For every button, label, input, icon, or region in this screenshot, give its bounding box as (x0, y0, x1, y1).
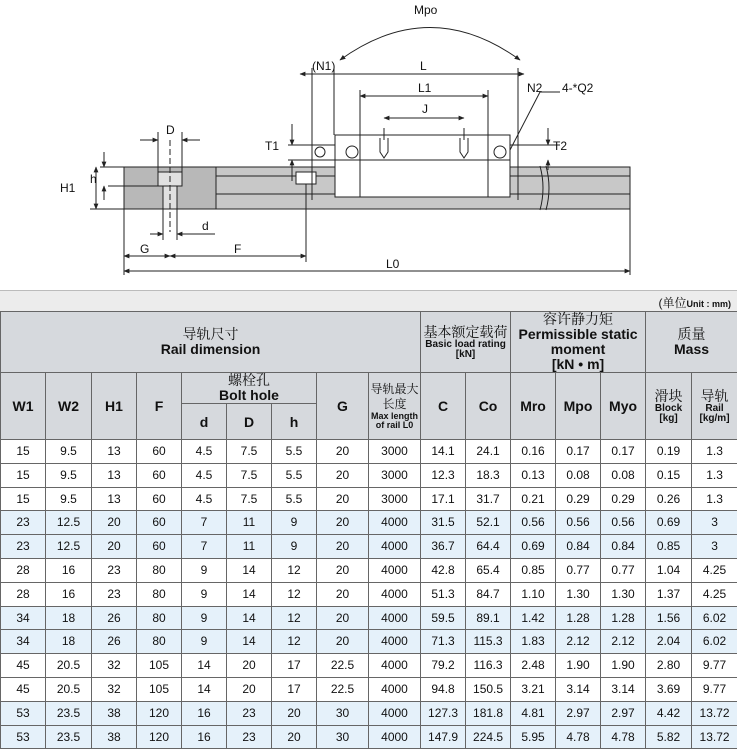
table-cell: 38 (92, 701, 137, 725)
table-cell: 64.4 (466, 535, 511, 559)
table-cell: 17 (272, 677, 317, 701)
label-l0: L0 (386, 257, 400, 271)
table-row (1, 654, 737, 678)
table-cell: 9 (272, 535, 317, 559)
table-cell: 14 (227, 630, 272, 654)
table-cell: 9 (182, 558, 227, 582)
table-cell: 4.78 (556, 725, 601, 749)
table-cell: 60 (137, 463, 182, 487)
table-row (1, 511, 737, 535)
table-cell: 34 (1, 606, 46, 630)
table-cell: 7 (182, 511, 227, 535)
table-row (1, 535, 737, 559)
table-cell: 20 (92, 511, 137, 535)
table-cell: 9.77 (692, 677, 737, 701)
table-cell: 3.69 (646, 677, 692, 701)
table-cell: 3.14 (601, 677, 646, 701)
col-co: Co (466, 373, 511, 440)
table-cell: 22.5 (317, 654, 369, 678)
table-cell: 13 (92, 487, 137, 511)
table-cell: 26 (92, 630, 137, 654)
col-c: C (421, 373, 466, 440)
header-static-moment: 容许静力矩 Permissible static moment [kN • m] (511, 312, 646, 373)
table-cell: 3 (692, 535, 737, 559)
table-cell: 3.21 (511, 677, 556, 701)
table-cell: 23 (1, 511, 46, 535)
table-row (1, 582, 737, 606)
table-cell: 1.10 (511, 582, 556, 606)
table-cell: 2.48 (511, 654, 556, 678)
table-cell: 2.12 (556, 630, 601, 654)
table-cell: 45 (1, 677, 46, 701)
table-cell: 9.77 (692, 654, 737, 678)
col-bolt-d: d (182, 404, 227, 440)
table-cell: 80 (137, 582, 182, 606)
table-cell: 12 (272, 606, 317, 630)
table-cell: 0.29 (601, 487, 646, 511)
table-cell: 127.3 (421, 701, 466, 725)
label-n1: (N1) (312, 59, 336, 73)
table-cell: 4000 (369, 654, 421, 678)
label-l: L (420, 59, 427, 73)
label-h: h (90, 172, 97, 186)
col-max-length: 导轨最大长度 Max length of rail L0 (369, 373, 421, 440)
table-cell: 224.5 (466, 725, 511, 749)
table-cell: 30 (317, 701, 369, 725)
table-cell: 0.56 (511, 511, 556, 535)
table-cell: 150.5 (466, 677, 511, 701)
table-cell: 13.72 (692, 725, 737, 749)
table-cell: 15 (1, 463, 46, 487)
specification-rows (1, 440, 737, 749)
table-cell: 13 (92, 463, 137, 487)
table-cell: 20 (317, 606, 369, 630)
table-cell: 16 (182, 701, 227, 725)
table-cell: 0.77 (556, 558, 601, 582)
table-cell: 0.08 (556, 463, 601, 487)
table-cell: 20 (317, 511, 369, 535)
label-d-lower: d (202, 219, 209, 233)
table-cell: 9.5 (46, 440, 92, 464)
label-t2: T2 (553, 139, 568, 153)
table-row (1, 630, 737, 654)
specification-table (0, 311, 737, 749)
table-cell: 18 (46, 606, 92, 630)
table-cell: 0.56 (556, 511, 601, 535)
table-cell: 20 (227, 654, 272, 678)
table-cell: 3.14 (556, 677, 601, 701)
table-row (1, 463, 737, 487)
table-cell: 1.37 (646, 582, 692, 606)
table-cell: 14 (227, 582, 272, 606)
table-cell: 28 (1, 558, 46, 582)
table-cell: 120 (137, 725, 182, 749)
table-cell: 9 (182, 606, 227, 630)
table-cell: 23.5 (46, 701, 92, 725)
table-cell: 16 (182, 725, 227, 749)
table-cell: 0.69 (511, 535, 556, 559)
table-row (1, 558, 737, 582)
table-row (1, 677, 737, 701)
table-cell: 20 (272, 725, 317, 749)
table-cell: 53 (1, 725, 46, 749)
table-cell: 181.8 (466, 701, 511, 725)
table-row (1, 440, 737, 464)
table-cell: 5.95 (511, 725, 556, 749)
table-cell: 3000 (369, 463, 421, 487)
table-cell: 14 (182, 654, 227, 678)
table-cell: 1.56 (646, 606, 692, 630)
table-cell: 9.5 (46, 463, 92, 487)
col-mro: Mro (511, 373, 556, 440)
table-cell: 4.25 (692, 582, 737, 606)
col-f: F (137, 373, 182, 440)
label-q2: 4-*Q2 (562, 81, 594, 95)
table-cell: 23 (92, 582, 137, 606)
table-cell: 4.5 (182, 463, 227, 487)
col-w1: W1 (1, 373, 46, 440)
table-row (1, 701, 737, 725)
col-g: G (317, 373, 369, 440)
table-cell: 15 (1, 440, 46, 464)
table-cell: 9 (182, 582, 227, 606)
label-l1: L1 (418, 81, 432, 95)
table-cell: 30 (317, 725, 369, 749)
table-cell: 0.08 (601, 463, 646, 487)
table-cell: 23 (92, 558, 137, 582)
table-cell: 0.26 (646, 487, 692, 511)
table-cell: 5.5 (272, 487, 317, 511)
table-cell: 79.2 (421, 654, 466, 678)
table-cell: 0.85 (511, 558, 556, 582)
table-cell: 4000 (369, 701, 421, 725)
label-f: F (234, 242, 242, 256)
table-cell: 14 (182, 677, 227, 701)
header-mass: 质量 Mass (646, 312, 737, 373)
table-cell: 60 (137, 535, 182, 559)
label-t1: T1 (265, 139, 280, 153)
table-cell: 42.8 (421, 558, 466, 582)
table-cell: 0.15 (646, 463, 692, 487)
table-cell: 20 (92, 535, 137, 559)
header-basic-load: 基本额定载荷 Basic load rating [kN] (421, 312, 511, 373)
table-cell: 0.17 (556, 440, 601, 464)
table-cell: 60 (137, 440, 182, 464)
table-cell: 38 (92, 725, 137, 749)
table-cell: 20.5 (46, 654, 92, 678)
label-mpo: Mpo (414, 3, 438, 17)
table-cell: 0.84 (556, 535, 601, 559)
table-cell: 0.85 (646, 535, 692, 559)
table-cell: 16 (46, 558, 92, 582)
table-cell: 4.78 (601, 725, 646, 749)
table-cell: 1.30 (601, 582, 646, 606)
header-rail-dimension: 导轨尺寸 Rail dimension (1, 312, 421, 373)
table-cell: 17.1 (421, 487, 466, 511)
table-cell: 23 (227, 725, 272, 749)
table-cell: 12 (272, 582, 317, 606)
table-cell: 2.97 (556, 701, 601, 725)
table-cell: 23 (227, 701, 272, 725)
table-cell: 1.3 (692, 440, 737, 464)
table-cell: 1.83 (511, 630, 556, 654)
table-cell: 26 (92, 606, 137, 630)
table-cell: 5.5 (272, 440, 317, 464)
table-cell: 18 (46, 630, 92, 654)
table-cell: 6.02 (692, 630, 737, 654)
header-bolt-hole: 螺栓孔 Bolt hole (182, 373, 317, 404)
col-rail-mass: 导轨 Rail [kg/m] (692, 373, 737, 440)
table-cell: 20 (317, 463, 369, 487)
table-cell: 20 (272, 701, 317, 725)
table-cell: 80 (137, 606, 182, 630)
table-cell: 71.3 (421, 630, 466, 654)
table-cell: 4000 (369, 582, 421, 606)
table-cell: 3 (692, 511, 737, 535)
table-cell: 11 (227, 535, 272, 559)
table-cell: 94.8 (421, 677, 466, 701)
table-cell: 11 (227, 511, 272, 535)
table-cell: 147.9 (421, 725, 466, 749)
table-row (1, 725, 737, 749)
table-cell: 0.84 (601, 535, 646, 559)
table-cell: 1.30 (556, 582, 601, 606)
table-cell: 60 (137, 511, 182, 535)
label-h1: H1 (60, 181, 76, 195)
col-h1: H1 (92, 373, 137, 440)
table-cell: 16 (46, 582, 92, 606)
table-cell: 4000 (369, 558, 421, 582)
table-cell: 20 (317, 630, 369, 654)
table-cell: 14.1 (421, 440, 466, 464)
table-cell: 4.42 (646, 701, 692, 725)
table-cell: 0.17 (601, 440, 646, 464)
table-cell: 4000 (369, 535, 421, 559)
table-cell: 7.5 (227, 487, 272, 511)
table-cell: 3000 (369, 440, 421, 464)
table-cell: 23 (1, 535, 46, 559)
table-cell: 3000 (369, 487, 421, 511)
table-cell: 18.3 (466, 463, 511, 487)
table-cell: 45 (1, 654, 46, 678)
table-cell: 116.3 (466, 654, 511, 678)
table-cell: 105 (137, 654, 182, 678)
table-cell: 51.3 (421, 582, 466, 606)
table-cell: 14 (227, 558, 272, 582)
table-cell: 4.25 (692, 558, 737, 582)
table-cell: 4.5 (182, 440, 227, 464)
table-cell: 32 (92, 677, 137, 701)
table-cell: 4000 (369, 511, 421, 535)
label-g: G (140, 242, 150, 256)
table-cell: 20 (317, 440, 369, 464)
table-cell: 89.1 (466, 606, 511, 630)
table-cell: 1.3 (692, 487, 737, 511)
table-cell: 0.19 (646, 440, 692, 464)
table-cell: 0.69 (646, 511, 692, 535)
table-cell: 60 (137, 487, 182, 511)
label-n2: N2 (527, 81, 543, 95)
table-row (1, 606, 737, 630)
table-cell: 9 (182, 630, 227, 654)
table-cell: 36.7 (421, 535, 466, 559)
table-cell: 22.5 (317, 677, 369, 701)
table-cell: 20 (317, 582, 369, 606)
table-cell: 13 (92, 440, 137, 464)
table-cell: 1.04 (646, 558, 692, 582)
rail-block-drawing (0, 0, 737, 290)
table-cell: 17 (272, 654, 317, 678)
table-cell: 12.3 (421, 463, 466, 487)
table-cell: 0.56 (601, 511, 646, 535)
table-cell: 4.5 (182, 487, 227, 511)
table-cell: 2.04 (646, 630, 692, 654)
table-cell: 2.80 (646, 654, 692, 678)
table-cell: 5.5 (272, 463, 317, 487)
table-cell: 80 (137, 558, 182, 582)
table-cell: 4000 (369, 630, 421, 654)
table-cell: 59.5 (421, 606, 466, 630)
col-bolt-D: D (227, 404, 272, 440)
col-w2: W2 (46, 373, 92, 440)
table-cell: 31.5 (421, 511, 466, 535)
table-cell: 13.72 (692, 701, 737, 725)
col-mpo: Mpo (556, 373, 601, 440)
table-cell: 4000 (369, 606, 421, 630)
table-cell: 120 (137, 701, 182, 725)
table-cell: 115.3 (466, 630, 511, 654)
label-d-upper: D (166, 123, 175, 137)
table-cell: 20 (317, 558, 369, 582)
table-row (1, 487, 737, 511)
table-cell: 105 (137, 677, 182, 701)
table-cell: 9.5 (46, 487, 92, 511)
table-cell: 7 (182, 535, 227, 559)
col-myo: Myo (601, 373, 646, 440)
table-cell: 2.97 (601, 701, 646, 725)
table-cell: 1.42 (511, 606, 556, 630)
table-cell: 9 (272, 511, 317, 535)
table-cell: 12 (272, 630, 317, 654)
table-cell: 12 (272, 558, 317, 582)
table-cell: 84.7 (466, 582, 511, 606)
table-cell: 80 (137, 630, 182, 654)
unit-note: (单位Unit : mm) (658, 296, 731, 310)
table-cell: 6.02 (692, 606, 737, 630)
table-cell: 23.5 (46, 725, 92, 749)
table-cell: 2.12 (601, 630, 646, 654)
table-cell: 0.21 (511, 487, 556, 511)
table-cell: 1.28 (556, 606, 601, 630)
table-cell: 7.5 (227, 440, 272, 464)
table-cell: 34 (1, 630, 46, 654)
table-cell: 4000 (369, 725, 421, 749)
table-cell: 20.5 (46, 677, 92, 701)
table-cell: 31.7 (466, 487, 511, 511)
table-cell: 5.82 (646, 725, 692, 749)
table-cell: 1.90 (601, 654, 646, 678)
table-cell: 28 (1, 582, 46, 606)
col-block-mass: 滑块 Block [kg] (646, 373, 692, 440)
table-cell: 32 (92, 654, 137, 678)
table-cell: 53 (1, 701, 46, 725)
table-cell: 1.3 (692, 463, 737, 487)
unit-note-row (0, 290, 737, 311)
table-cell: 15 (1, 487, 46, 511)
table-cell: 52.1 (466, 511, 511, 535)
table-cell: 4.81 (511, 701, 556, 725)
label-j: J (422, 102, 428, 116)
table-cell: 0.13 (511, 463, 556, 487)
table-cell: 4000 (369, 677, 421, 701)
table-cell: 1.28 (601, 606, 646, 630)
table-cell: 14 (227, 606, 272, 630)
table-cell: 0.29 (556, 487, 601, 511)
table-cell: 12.5 (46, 535, 92, 559)
table-cell: 0.16 (511, 440, 556, 464)
table-cell: 12.5 (46, 511, 92, 535)
table-cell: 65.4 (466, 558, 511, 582)
table-cell: 7.5 (227, 463, 272, 487)
table-cell: 20 (317, 487, 369, 511)
table-cell: 20 (227, 677, 272, 701)
table-cell: 24.1 (466, 440, 511, 464)
table-cell: 20 (317, 535, 369, 559)
table-cell: 0.77 (601, 558, 646, 582)
col-bolt-h: h (272, 404, 317, 440)
table-cell: 1.90 (556, 654, 601, 678)
